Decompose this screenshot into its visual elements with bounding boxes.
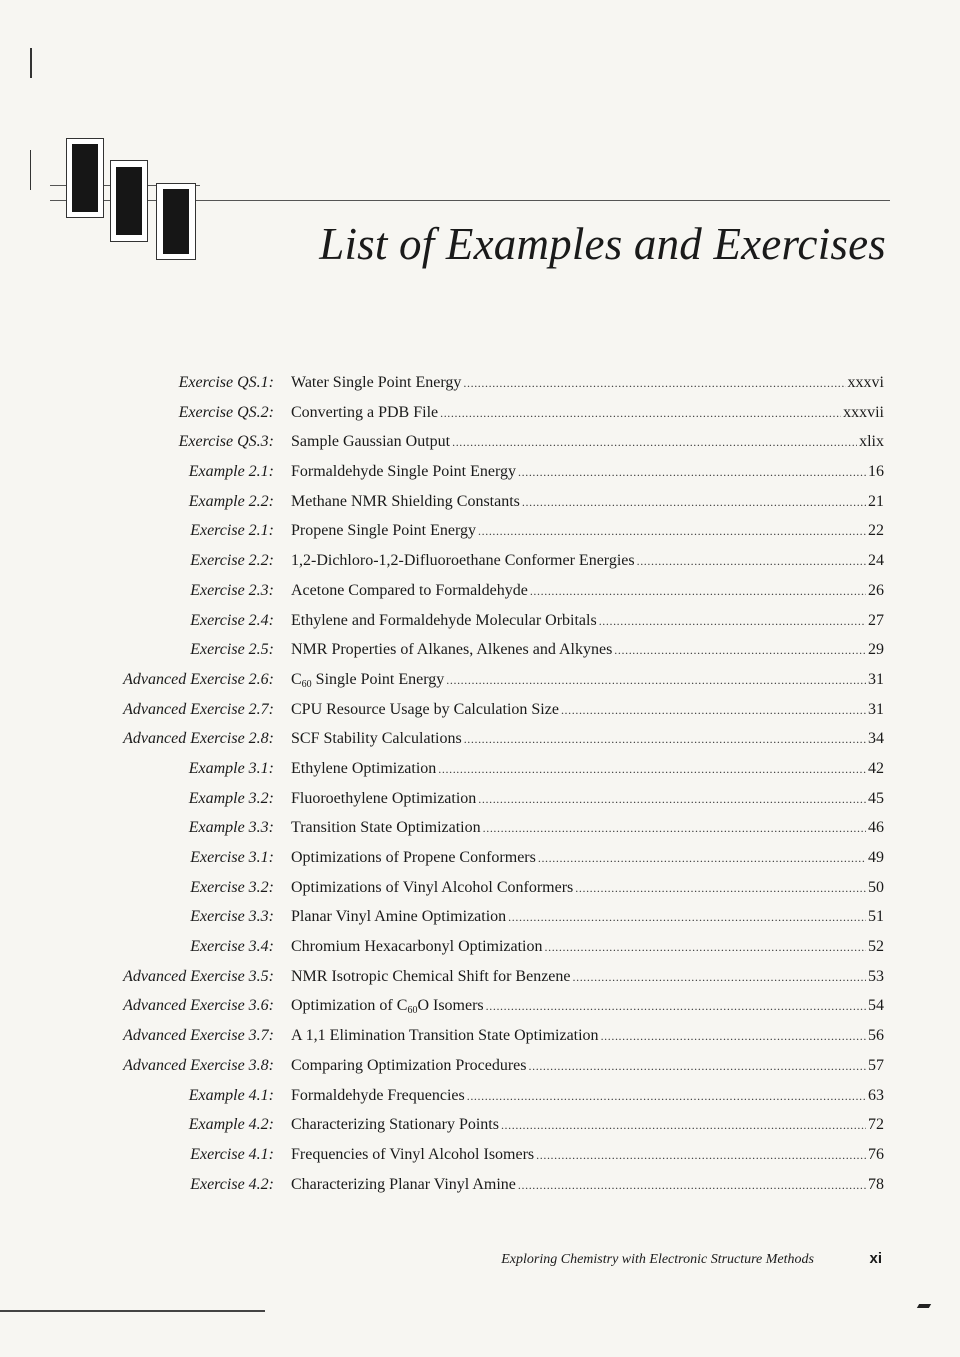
header-ornament-block [110, 160, 148, 242]
entry-page-number: 16 [868, 463, 884, 481]
entry-label: Example 4.2: [188, 1116, 274, 1134]
entry-page-number: xxxvii [843, 403, 884, 421]
entry-title: 1,2-Dichloro-1,2-Difluoroethane Conformer Energies [291, 552, 635, 570]
entry-link[interactable] [291, 760, 884, 778]
dot-leader [483, 821, 866, 836]
toc-row [0, 578, 960, 608]
toc-row [0, 429, 960, 459]
entry-title-part: O Isomers [417, 997, 484, 1015]
entry-link[interactable] [291, 938, 884, 956]
entry-title-subscript: 60 [301, 678, 312, 690]
entry-page-number: 63 [868, 1086, 884, 1104]
entry-title: Converting a PDB File [291, 403, 439, 421]
entry-label: Exercise QS.1: [178, 374, 274, 391]
entry-title: Methane NMR Shielding Constants [291, 492, 520, 510]
entry-link[interactable] [291, 671, 884, 689]
page-number: xi [869, 1250, 882, 1267]
entry-page-number: 21 [868, 492, 884, 510]
entry-title: Sample Gaussian Output [291, 433, 451, 451]
toc-row [0, 786, 960, 816]
toc-row [0, 1142, 960, 1172]
entry-label: Exercise 2.1: [190, 522, 274, 540]
toc-row [0, 815, 960, 845]
toc-row [0, 1172, 960, 1202]
dot-leader [464, 732, 866, 747]
entry-link[interactable] [291, 1087, 884, 1105]
entry-label: Advanced Exercise 2.8: [123, 730, 274, 748]
dot-leader [446, 673, 866, 688]
entry-link[interactable] [291, 522, 884, 540]
entry-link[interactable] [291, 612, 884, 630]
toc-row [0, 934, 960, 964]
examples-exercises-list [0, 370, 960, 1201]
toc-row [0, 845, 960, 875]
entry-link[interactable] [291, 879, 884, 897]
dot-leader [529, 1059, 866, 1074]
entry-label: Exercise 4.1: [190, 1145, 274, 1163]
entry-page-number: 31 [868, 670, 884, 688]
dot-leader [478, 524, 866, 539]
entry-page-number: 76 [868, 1145, 884, 1163]
entry-label: Exercise 3.2: [190, 878, 274, 896]
entry-label: Example 2.2: [188, 492, 274, 510]
entry-link[interactable] [291, 1057, 884, 1075]
dot-leader [637, 554, 866, 569]
dot-leader [486, 999, 866, 1014]
footer-rule [0, 1310, 265, 1312]
toc-row [0, 518, 960, 548]
entry-label: Exercise 4.2: [190, 1175, 274, 1193]
entry-label: Example 3.3: [188, 819, 274, 837]
footer-mark [917, 1304, 931, 1308]
entry-page-number: 29 [868, 641, 884, 659]
entry-title: SCF Stability Calculations [291, 730, 462, 748]
entry-page-number: xxxvi [847, 374, 884, 391]
dot-leader [536, 1148, 866, 1163]
entry-label: Advanced Exercise 2.6: [123, 670, 274, 688]
toc-row [0, 904, 960, 934]
entry-title-part: C [291, 670, 302, 688]
entry-title: Chromium Hexacarbonyl Optimization [291, 938, 543, 956]
entry-link[interactable] [291, 701, 884, 719]
entry-link[interactable] [291, 908, 884, 926]
entry-page-number: 27 [868, 611, 884, 629]
toc-row [0, 993, 960, 1023]
dot-leader [575, 881, 866, 896]
entry-page-number: 24 [868, 552, 884, 570]
toc-row [0, 608, 960, 638]
entry-label: Advanced Exercise 3.6: [123, 997, 274, 1015]
entry-label: Exercise 3.4: [190, 938, 274, 956]
toc-row [0, 875, 960, 905]
margin-mark [30, 150, 31, 190]
entry-title: Acetone Compared to Formaldehyde [291, 581, 528, 599]
header-ornament-block [156, 183, 196, 260]
entry-title: Water Single Point Energy [291, 374, 462, 391]
toc-row [0, 1023, 960, 1053]
entry-title: Ethylene and Formaldehyde Molecular Orbitals [291, 611, 597, 629]
entry-link[interactable] [291, 404, 884, 422]
entry-link[interactable] [291, 1027, 884, 1045]
dot-leader [573, 970, 867, 985]
entry-label: Exercise 3.1: [190, 849, 274, 866]
entry-label: Exercise 2.3: [190, 581, 274, 599]
entry-title: NMR Properties of Alkanes, Alkenes and Alkynes [291, 641, 613, 659]
entry-page-number: 50 [868, 878, 884, 896]
entry-label: Advanced Exercise 3.7: [123, 1027, 274, 1045]
entry-link[interactable] [291, 374, 884, 392]
entry-page-number: 46 [868, 819, 884, 837]
entry-page-number: 53 [868, 967, 884, 985]
dot-leader [463, 376, 845, 391]
entry-link[interactable] [291, 790, 884, 808]
entry-title: Formaldehyde Frequencies [291, 1086, 465, 1104]
dot-leader [530, 584, 866, 599]
entry-title: Fluoroethylene Optimization [291, 789, 477, 807]
dot-leader [561, 703, 866, 718]
dot-leader [538, 851, 866, 866]
entry-label: Example 3.2: [188, 789, 274, 807]
entry-link[interactable] [291, 849, 884, 867]
toc-row [0, 548, 960, 578]
entry-title [291, 997, 484, 1015]
entry-title: CPU Resource Usage by Calculation Size [291, 700, 559, 718]
entry-link[interactable] [291, 582, 884, 600]
entry-label: Example 3.1: [188, 759, 274, 777]
dot-leader [452, 435, 857, 450]
entry-title: Frequencies of Vinyl Alcohol Isomers [291, 1145, 535, 1163]
entry-page-number: 54 [868, 997, 884, 1015]
toc-row [0, 1053, 960, 1083]
dot-leader [599, 614, 866, 629]
entry-label: Exercise 2.5: [190, 641, 274, 659]
entry-page-number: 31 [868, 700, 884, 718]
entry-page-number: 57 [868, 1056, 884, 1074]
dot-leader [438, 762, 866, 777]
dot-leader [518, 1178, 866, 1193]
dot-leader [545, 940, 867, 955]
dot-leader [501, 1118, 866, 1133]
toc-row [0, 1112, 960, 1142]
entry-title: A 1,1 Elimination Transition State Optimization [291, 1027, 599, 1045]
entry-link[interactable] [291, 1116, 884, 1134]
dot-leader [522, 495, 866, 510]
entry-label: Advanced Exercise 2.7: [123, 700, 274, 718]
entry-link[interactable] [291, 433, 884, 451]
toc-row [0, 697, 960, 727]
entry-label: Advanced Exercise 3.8: [123, 1056, 274, 1074]
entry-label: Advanced Exercise 3.5: [123, 967, 274, 985]
entry-page-number: 26 [868, 581, 884, 599]
entry-title: Optimizations of Vinyl Alcohol Conformers [291, 878, 574, 896]
toc-row [0, 489, 960, 519]
entry-label: Exercise 3.3: [190, 908, 274, 926]
entry-label: Exercise QS.2: [178, 403, 274, 421]
entry-page-number: 42 [868, 759, 884, 777]
toc-row [0, 459, 960, 489]
entry-page-number: 52 [868, 938, 884, 956]
margin-mark [30, 48, 32, 78]
header-ornament-block [66, 138, 104, 218]
entry-title: Planar Vinyl Amine Optimization [291, 908, 507, 926]
entry-page-number: 49 [868, 849, 884, 866]
entry-link[interactable] [291, 997, 884, 1015]
entry-label: Exercise 2.4: [190, 611, 274, 629]
dot-leader [508, 910, 866, 925]
dot-leader [478, 792, 866, 807]
entry-link[interactable] [291, 730, 884, 748]
entry-label: Example 4.1: [188, 1086, 274, 1104]
entry-title-subscript: 60 [407, 1005, 418, 1017]
dot-leader [614, 643, 866, 658]
dot-leader [440, 406, 841, 421]
entry-title: NMR Isotropic Chemical Shift for Benzene [291, 967, 571, 985]
toc-row [0, 964, 960, 994]
toc-row [0, 637, 960, 667]
dot-leader [467, 1089, 866, 1104]
entry-title: Characterizing Stationary Points [291, 1116, 499, 1134]
entry-title-part: Optimization of C [291, 997, 408, 1015]
entry-link[interactable] [291, 1176, 884, 1194]
entry-link[interactable] [291, 819, 884, 837]
entry-title: Formaldehyde Single Point Energy [291, 463, 517, 481]
dot-leader [518, 465, 866, 480]
entry-page-number: xlix [859, 433, 884, 451]
entry-link[interactable] [291, 463, 884, 481]
entry-link[interactable] [291, 968, 884, 986]
entry-label: Exercise QS.3: [178, 433, 274, 451]
entry-title [291, 671, 444, 689]
toc-row [0, 756, 960, 786]
entry-link[interactable] [291, 641, 884, 659]
entry-title: Propene Single Point Energy [291, 522, 477, 540]
toc-row [0, 1083, 960, 1113]
entry-page-number: 78 [868, 1175, 884, 1193]
entry-title: Transition State Optimization [291, 819, 481, 837]
entry-link[interactable] [291, 1146, 884, 1164]
entry-link[interactable] [291, 552, 884, 570]
entry-label: Exercise 2.2: [190, 552, 274, 570]
toc-row [0, 726, 960, 756]
entry-link[interactable] [291, 493, 884, 511]
entry-title: Optimizations of Propene Conformers [291, 849, 536, 866]
toc-row [0, 370, 960, 400]
dot-leader [601, 1029, 866, 1044]
entry-page-number: 56 [868, 1027, 884, 1045]
entry-page-number: 72 [868, 1116, 884, 1134]
entry-title: Ethylene Optimization [291, 759, 437, 777]
entry-title-part: Single Point Energy [311, 670, 445, 688]
entry-title: Characterizing Planar Vinyl Amine [291, 1175, 516, 1193]
entry-page-number: 34 [868, 730, 884, 748]
entry-page-number: 45 [868, 789, 884, 807]
entry-title: Comparing Optimization Procedures [291, 1056, 527, 1074]
entry-page-number: 22 [868, 522, 884, 540]
page-title: List of Examples and Exercises [319, 219, 886, 269]
toc-row [0, 400, 960, 430]
entry-label: Example 2.1: [188, 463, 274, 481]
toc-row [0, 667, 960, 697]
entry-page-number: 51 [868, 908, 884, 926]
running-footer-title: Exploring Chemistry with Electronic Structure Methods [501, 1252, 814, 1267]
